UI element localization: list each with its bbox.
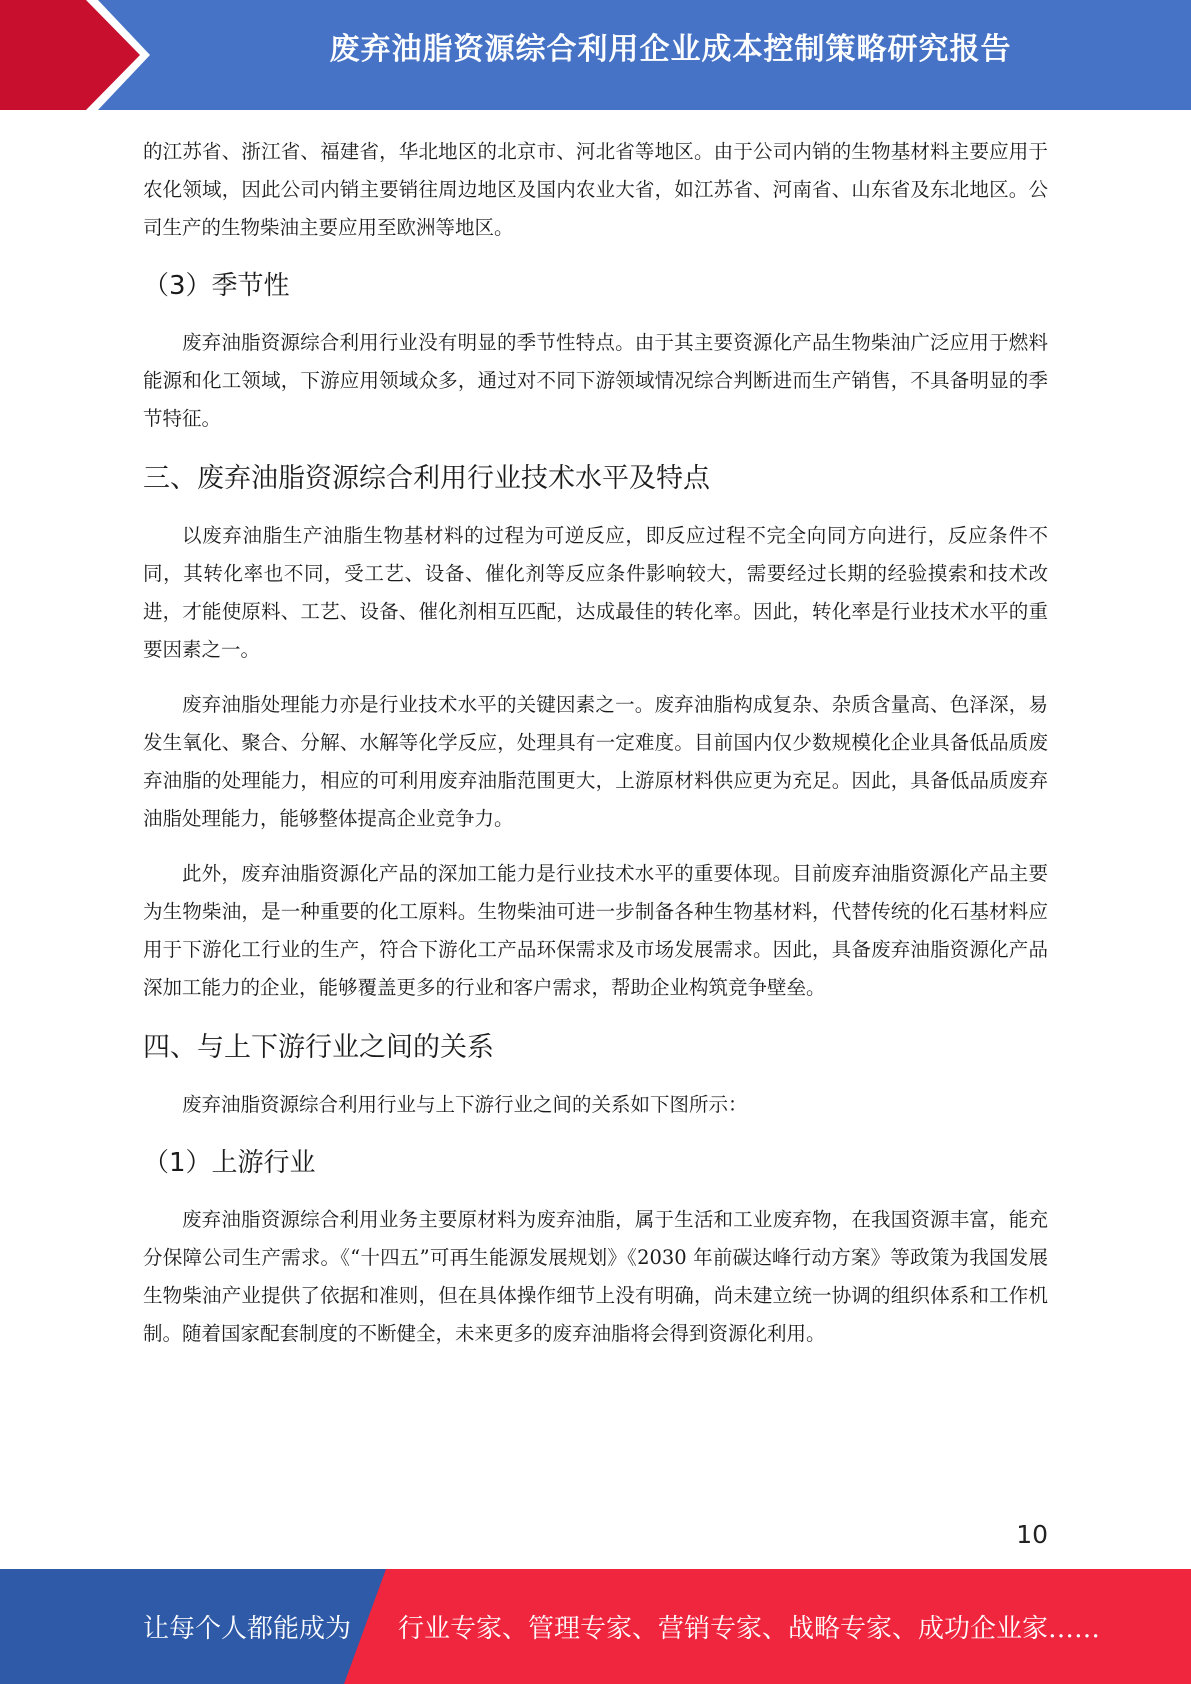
heading-upstream: （1）上游行业 [143, 1148, 316, 1178]
header-red-chevron [0, 0, 140, 110]
heading-section-3: 三、废弃油脂资源综合利用行业技术水平及特点 [143, 463, 710, 494]
page-header [0, 0, 1191, 110]
paragraph-conversion-rate: 以废弃油脂生产油脂生物基材料的过程为可逆反应，即反应过程不完全向同方向进行，反应条件不同，其转化率也不同，受工艺、设备、催化剂等反应条件影响较大，需要经过长期的经验摸索和技术改进，才能使原料、工艺、设备、催化剂相互匹配，达成最佳的转化率。因此，转化率是行业技术水平的重要因素之一。 [143, 524, 1048, 661]
paragraph-industry-relation: 废弃油脂资源综合利用行业与上下游行业之间的关系如下图所示： [182, 1093, 748, 1116]
paragraph-seasonality: 废弃油脂资源综合利用行业没有明显的季节性特点。由于其主要资源化产品生物柴油广泛应用于燃料能源和化工领域，下游应用领域众多，通过对不同下游领域情况综合判断进而生产销售，不具备明显的季节特征。 [143, 331, 1048, 430]
document-body [143, 133, 1048, 1370]
page-footer [0, 1569, 1191, 1684]
paragraph-regional-sales: 的江苏省、浙江省、福建省，华北地区的北京市、河北省等地区。由于公司内销的生物基材料主要应用于农化领域，因此公司内销主要销往周边地区及国内农业大省，如江苏省、河南省、山东省及东北地区。公司生产的生物柴油主要应用至欧洲等地区。 [143, 140, 1048, 239]
footer-slogan-left: 让每个人都能成为 [143, 1614, 352, 1644]
page-number: 10 [1016, 1520, 1048, 1549]
report-title: 废弃油脂资源综合利用企业成本控制策略研究报告 [329, 32, 1012, 67]
footer-slogan-right: 行业专家、管理专家、营销专家、战略专家、成功企业家…… [398, 1614, 1101, 1644]
paragraph-upstream: 废弃油脂资源综合利用业务主要原材料为废弃油脂，属于生活和工业废弃物，在我国资源丰富，能充分保障公司生产需求。《“十四五”可再生能源发展规划》《2030 年前碳达峰行动方案》等政策为我国发展生物柴油产业提供了依据和准则，但在具体操作细节上没有明确，尚未建立统一协调的组织体系和工作机制。随着国家配套制度的不断健全，未来更多的废弃油脂将会得到资源化利用。 [143, 1208, 1048, 1345]
heading-seasonality: （3）季节性 [143, 271, 290, 301]
paragraph-deep-processing: 此外，废弃油脂资源化产品的深加工能力是行业技术水平的重要体现。目前废弃油脂资源化产品主要为生物柴油，是一种重要的化工原料。生物柴油可进一步制备各种生物基材料，代替传统的化石基材料应用于下游化工行业的生产，符合下游化工产品环保需求及市场发展需求。因此，具备废弃油脂资源化产品深加工能力的企业，能够覆盖更多的行业和客户需求，帮助企业构筑竞争壁垒。 [143, 862, 1048, 999]
paragraph-processing-capacity: 废弃油脂处理能力亦是行业技术水平的关键因素之一。废弃油脂构成复杂、杂质含量高、色泽深，易发生氧化、聚合、分解、水解等化学反应，处理具有一定难度。目前国内仅少数规模化企业具备低品质废弃油脂的处理能力，相应的可利用废弃油脂范围更大，上游原材料供应更为充足。因此，具备低品质废弃油脂处理能力，能够整体提高企业竞争力。 [143, 693, 1048, 830]
heading-section-4: 四、与上下游行业之间的关系 [143, 1032, 494, 1063]
